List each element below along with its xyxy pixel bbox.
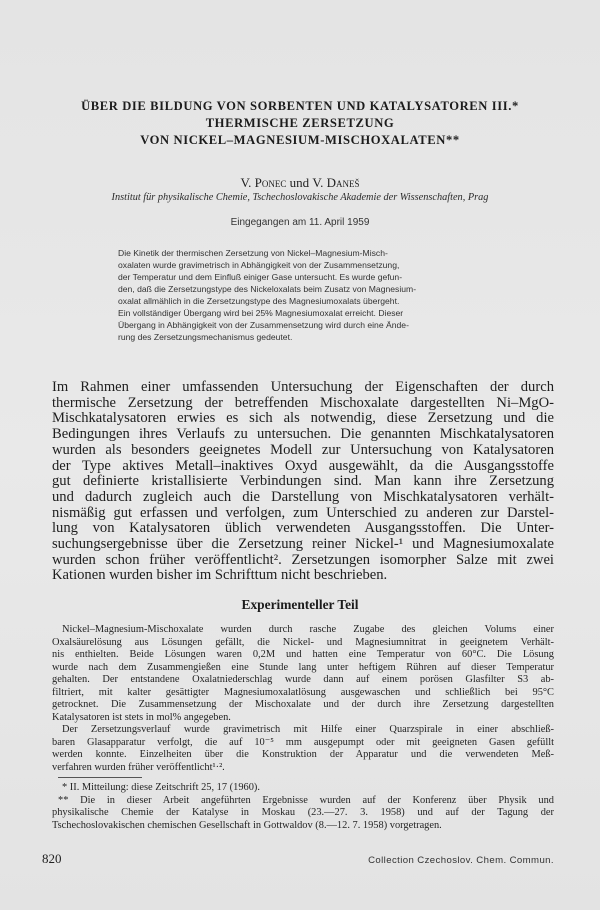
footnote-divider xyxy=(58,777,142,778)
experimental-section xyxy=(52,624,554,774)
intro-line: wurden als besonders geeignetes Modell zur Untersuchung von Katalysatoren xyxy=(52,441,554,458)
abstract-line: oxalaten wurde gravimetrisch in Abhängigkeit von der Zusammensetzung, xyxy=(118,260,400,270)
footnote-line: Tschechoslovakischen chemischen Gesellschaft in Gottwaldov (8.—12. 7. 1958) vorgetragen. xyxy=(52,819,442,831)
abstract-line: Übergang in Abhängigkeit von der Zusammensetzung wird durch eine Ände- xyxy=(118,320,409,330)
intro-line: Kationen wurden bisher im Schrifttum nicht beschrieben. xyxy=(52,567,388,584)
section-heading: Experimenteller Teil xyxy=(241,597,359,612)
authors xyxy=(0,175,600,191)
experimental-line: werden konnte. Einzelheiten über die Konstruktion der Apparatur und die verwendeten Meß- xyxy=(52,749,554,760)
footnote-line: physikalische Chemie der Katalyse in Moskau (23.—27. 3. 1958) und auf der Tagung der xyxy=(52,807,554,818)
footnote-line: * II. Mitteilung: diese Zeitschrift 25, 17 (1960). xyxy=(62,782,260,793)
abstract-line: den, daß die Zersetzungstype des Nickeloxalats beim Zusatz von Magnesium- xyxy=(118,284,417,294)
intro-line: und dadurch zugleich auch die Darstellung von Mischkatalysatoren verhält- xyxy=(52,488,554,505)
abstract xyxy=(118,247,500,343)
experimental-line: Oxalsäurelösung aus Lösungen gefällt, die Nickel- und Magnesiumnitrat in geeignetem Verhält- xyxy=(52,636,554,648)
intro-line: Mischkatalysatoren erwies es sich als notwendig, diese Zersetzung und die xyxy=(52,410,554,427)
abstract-line: der Temperatur und dem Einfluß einiger Gase untersucht. Es wurde gefun- xyxy=(118,272,403,282)
author-connector: und xyxy=(286,175,313,190)
footnote-line: ** Die in dieser Arbeit angeführten Ergebnisse wurden auf der Konferenz über Physik und xyxy=(58,794,554,806)
intro-line: lung von Katalysatoren üblich verwendeten Ausgangsstoffen. Die Unter- xyxy=(52,520,554,537)
abstract-line: rung des Zersetzungsmechanismus gedeutet. xyxy=(118,332,293,342)
abstract-line: Ein vollständiger Übergang wird bei 25% Magnesiumoxalat erreicht. Dieser xyxy=(118,308,404,318)
intro-line: suchungsergebnisse über die Zersetzung reiner Nickel-¹ und Magnesiumoxalate xyxy=(52,536,554,553)
experimental-line: baren Glasapparatur verfolgt, die auf 10⁻⁵ mm ausgepumpt oder mit geeigneten Gasen gefüllt xyxy=(52,736,554,748)
experimental-line: getrocknet. Die Zusammensetzung der Mischoxalate und der durch ihre Zersetzung dargestellten xyxy=(52,699,554,710)
experimental-line: verfahren wurden früher veröffentlicht¹·². xyxy=(52,761,225,773)
intro-line: thermische Zersetzung der betreffenden Mischoxalate dargestellten Ni–MgO- xyxy=(52,394,554,411)
experimental-line: nis enthielten. Beide Lösungen waren 0,2M und hatten eine Temperatur von 60°C. Die Lösung xyxy=(52,649,554,660)
paper-title xyxy=(40,98,560,149)
experimental-line: wurde nach dem Zusammengießen eine Stunde lang unter heftigem Rühren auf dieser Temperatur xyxy=(52,661,554,673)
experimental-line: gehalten. Der entstandene Oxalatniederschlag wurde dann auf einem porösen Glasfilter S3 ab- xyxy=(52,674,554,685)
footnotes xyxy=(52,782,554,832)
institute: Institut für physikalische Chemie, Tschechoslovakische Akademie der Wissenschaften, Prag xyxy=(111,192,489,203)
abstract-line: oxalat allmählich in die Zersetzungstype des Magnesiumoxalats übergeht. xyxy=(118,296,400,306)
intro-line: Bedingungen ihres Verlaufs zu untersuchen. Die genannten Mischkatalysatoren xyxy=(52,426,554,443)
author-second: V. Daneš xyxy=(312,175,360,190)
title-line-2: THERMISCHE ZERSETZUNG xyxy=(205,116,395,130)
experimental-line: Nickel–Magnesium-Mischoxalate wurden durch rasche Zugabe des gleichen Volums einer xyxy=(62,624,554,635)
experimental-line: filtriert, mit kalter gesättigter Magnesiumoxalatlösung ausgewaschen und schließlich bei 95°C xyxy=(52,686,554,698)
title-line-3: VON NICKEL–MAGNESIUM-MISCHOXALATEN** xyxy=(140,133,460,147)
intro-line: nismäßig gut erfassen und verfolgen, zum Unterschied zu anderen zur Darstel- xyxy=(52,504,554,521)
intro-line: wurden schon früher veröffentlicht². Zersetzungen isomorpher Salze mit zwei xyxy=(52,551,554,568)
author-first: V. Ponec xyxy=(240,175,287,190)
abstract-line: Die Kinetik der thermischen Zersetzung von Nickel–Magnesium-Misch- xyxy=(118,248,388,258)
intro-line: Im Rahmen einer umfassenden Untersuchung der Eigenschaften der durch xyxy=(52,379,554,395)
title-line-1: ÜBER DIE BILDUNG VON SORBENTEN UND KATALYSATOREN III.* xyxy=(81,99,519,113)
experimental-line: Der Zersetzungsverlauf wurde gravimetrisch mit Hilfe einer Quarzspirale in einer abschließ- xyxy=(62,724,554,735)
introduction xyxy=(52,380,554,584)
experimental-line: Katalysatoren ist stets in mol% angegeben. xyxy=(52,711,231,723)
intro-line: der Type aktives Metall–inaktives Oxyd ausgewählt, da die Ausgangsstoffe xyxy=(52,457,554,474)
intro-line: gut definierte kristallisierte Verbindungen sind. Man kann ihre Zersetzung xyxy=(52,473,554,490)
page-number: 820 xyxy=(42,851,62,866)
journal-name: Collection Czechoslov. Chem. Commun. xyxy=(368,855,554,866)
received-date: Eingegangen am 11. April 1959 xyxy=(230,217,370,228)
